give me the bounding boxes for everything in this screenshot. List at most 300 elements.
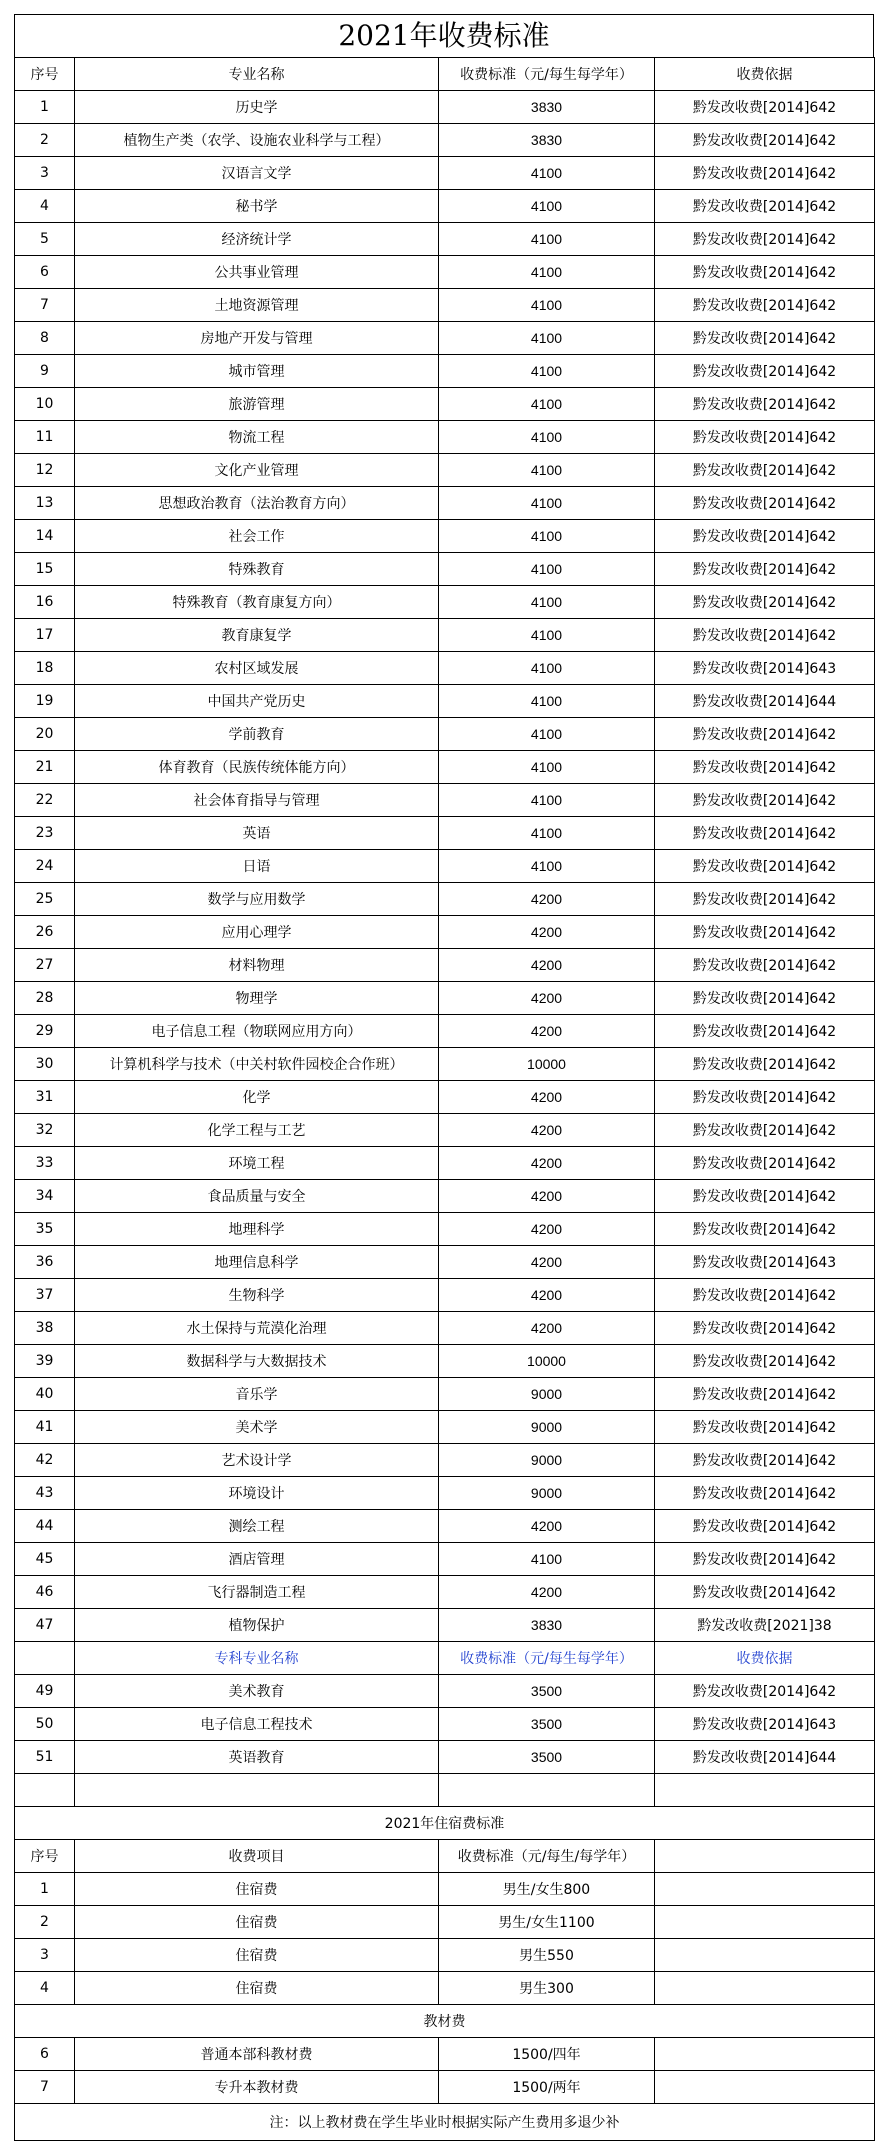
empty-cell (655, 1774, 875, 1807)
row-fee: 4200 (439, 1510, 655, 1543)
row-no: 42 (15, 1444, 75, 1477)
row-no: 4 (15, 190, 75, 223)
row-major-name: 测绘工程 (75, 1510, 439, 1543)
row-no: 27 (15, 949, 75, 982)
row-major-name: 生物科学 (75, 1279, 439, 1312)
row-no: 20 (15, 718, 75, 751)
row-no: 4 (15, 1972, 75, 2005)
table-row (15, 784, 875, 817)
row-basis: 黔发改收费[2014]644 (655, 685, 875, 718)
table-row (15, 91, 875, 124)
row-major-name: 公共事业管理 (75, 256, 439, 289)
row-basis: 黔发改收费[2014]642 (655, 1477, 875, 1510)
row-basis: 黔发改收费[2014]642 (655, 751, 875, 784)
row-fee: 4100 (439, 322, 655, 355)
row-basis: 黔发改收费[2014]642 (655, 916, 875, 949)
row-fee: 4100 (439, 718, 655, 751)
row-basis: 黔发改收费[2014]642 (655, 421, 875, 454)
row-basis: 黔发改收费[2014]642 (655, 1312, 875, 1345)
row-major-name: 地理科学 (75, 1213, 439, 1246)
textbook-section-title: 教材费 (15, 2005, 875, 2038)
row-no: 33 (15, 1147, 75, 1180)
row-fee: 4100 (439, 256, 655, 289)
row-basis: 黔发改收费[2014]644 (655, 1741, 875, 1774)
table-row (15, 553, 875, 586)
table-row (15, 652, 875, 685)
row-basis: 黔发改收费[2014]642 (655, 718, 875, 751)
row-major-name: 材料物理 (75, 949, 439, 982)
table-row (15, 619, 875, 652)
row-major-name: 房地产开发与管理 (75, 322, 439, 355)
row-basis: 黔发改收费[2014]643 (655, 1246, 875, 1279)
row-no: 46 (15, 1576, 75, 1609)
row-major-name: 体育教育（民族传统体能方向） (75, 751, 439, 784)
row-fee: 男生300 (439, 1972, 655, 2005)
row-major-name: 环境工程 (75, 1147, 439, 1180)
row-major-name: 美术学 (75, 1411, 439, 1444)
table-row (15, 1510, 875, 1543)
row-no: 35 (15, 1213, 75, 1246)
row-basis: 黔发改收费[2014]642 (655, 1180, 875, 1213)
row-basis: 黔发改收费[2014]642 (655, 388, 875, 421)
row-fee: 3830 (439, 1609, 655, 1642)
row-no: 21 (15, 751, 75, 784)
row-no: 13 (15, 487, 75, 520)
row-major-name: 水土保持与荒漠化治理 (75, 1312, 439, 1345)
row-fee: 4200 (439, 1576, 655, 1609)
header-row (15, 58, 875, 91)
row-item: 住宿费 (75, 1972, 439, 2005)
row-no: 14 (15, 520, 75, 553)
note-row (15, 2104, 875, 2141)
row-no: 38 (15, 1312, 75, 1345)
table-row (15, 289, 875, 322)
table-row (15, 190, 875, 223)
table-row (15, 388, 875, 421)
table-row (15, 1576, 875, 1609)
row-fee: 4100 (439, 157, 655, 190)
row-basis: 黔发改收费[2014]642 (655, 1576, 875, 1609)
row-fee: 3500 (439, 1708, 655, 1741)
textbook-note: 注：以上教材费在学生毕业时根据实际产生费用多退少补 (15, 2104, 875, 2141)
row-major-name: 化学 (75, 1081, 439, 1114)
fee-table (14, 57, 875, 2141)
table-row (15, 1147, 875, 1180)
textbook-row (15, 2071, 875, 2104)
table-row (15, 586, 875, 619)
table-row (15, 685, 875, 718)
row-fee: 4200 (439, 916, 655, 949)
row-fee: 3500 (439, 1741, 655, 1774)
row-fee: 4100 (439, 817, 655, 850)
vocational-header-fee: 收费标准（元/每生每学年） (439, 1642, 655, 1675)
row-fee: 4200 (439, 1147, 655, 1180)
row-basis: 黔发改收费[2021]38 (655, 1609, 875, 1642)
header-basis: 收费依据 (655, 58, 875, 91)
dorm-header-basis (655, 1840, 875, 1873)
table-row (15, 1444, 875, 1477)
vocational-header-no (15, 1642, 75, 1675)
row-basis: 黔发改收费[2014]642 (655, 1015, 875, 1048)
row-no: 30 (15, 1048, 75, 1081)
row-item: 住宿费 (75, 1939, 439, 1972)
table-row (15, 1180, 875, 1213)
row-item: 住宿费 (75, 1873, 439, 1906)
header-fee: 收费标准（元/每生每学年） (439, 58, 655, 91)
row-major-name: 酒店管理 (75, 1543, 439, 1576)
row-major-name: 食品质量与安全 (75, 1180, 439, 1213)
row-fee: 9000 (439, 1477, 655, 1510)
row-fee: 10000 (439, 1345, 655, 1378)
row-major-name: 特殊教育 (75, 553, 439, 586)
row-no: 2 (15, 1906, 75, 1939)
row-no: 18 (15, 652, 75, 685)
row-no: 40 (15, 1378, 75, 1411)
row-major-name: 数据科学与大数据技术 (75, 1345, 439, 1378)
vocational-header-name: 专科专业名称 (75, 1642, 439, 1675)
table-row (15, 1246, 875, 1279)
dorm-header-item: 收费项目 (75, 1840, 439, 1873)
row-major-name: 历史学 (75, 91, 439, 124)
table-row (15, 1345, 875, 1378)
row-major-name: 计算机科学与技术（中关村软件园校企合作班） (75, 1048, 439, 1081)
row-major-name: 汉语言文学 (75, 157, 439, 190)
row-fee: 4100 (439, 520, 655, 553)
row-no: 39 (15, 1345, 75, 1378)
row-basis (655, 2038, 875, 2071)
empty-row (15, 1774, 875, 1807)
table-row (15, 1609, 875, 1642)
row-fee: 4100 (439, 685, 655, 718)
table-row (15, 751, 875, 784)
vocational-header-basis: 收费依据 (655, 1642, 875, 1675)
header-no: 序号 (15, 58, 75, 91)
row-basis: 黔发改收费[2014]642 (655, 1345, 875, 1378)
row-no: 28 (15, 982, 75, 1015)
row-major-name: 城市管理 (75, 355, 439, 388)
row-basis: 黔发改收费[2014]642 (655, 289, 875, 322)
row-basis: 黔发改收费[2014]642 (655, 553, 875, 586)
table-row (15, 1279, 875, 1312)
row-major-name: 美术教育 (75, 1675, 439, 1708)
table-row (15, 322, 875, 355)
row-basis: 黔发改收费[2014]643 (655, 652, 875, 685)
row-fee: 4100 (439, 289, 655, 322)
row-no: 19 (15, 685, 75, 718)
table-row (15, 1477, 875, 1510)
row-no: 8 (15, 322, 75, 355)
vocational-row (15, 1708, 875, 1741)
vocational-row (15, 1741, 875, 1774)
table-row (15, 1048, 875, 1081)
row-major-name: 电子信息工程技术 (75, 1708, 439, 1741)
row-fee: 4100 (439, 355, 655, 388)
row-fee: 4200 (439, 1114, 655, 1147)
row-fee: 3830 (439, 91, 655, 124)
row-major-name: 植物保护 (75, 1609, 439, 1642)
row-basis: 黔发改收费[2014]642 (655, 322, 875, 355)
row-basis: 黔发改收费[2014]643 (655, 1708, 875, 1741)
row-fee: 4200 (439, 1312, 655, 1345)
row-fee: 9000 (439, 1411, 655, 1444)
row-fee: 4100 (439, 421, 655, 454)
row-no: 9 (15, 355, 75, 388)
row-no: 6 (15, 256, 75, 289)
row-major-name: 地理信息科学 (75, 1246, 439, 1279)
table-row (15, 949, 875, 982)
empty-cell (15, 1774, 75, 1807)
row-fee: 4100 (439, 553, 655, 586)
row-fee: 4100 (439, 223, 655, 256)
row-basis: 黔发改收费[2014]642 (655, 982, 875, 1015)
table-row (15, 883, 875, 916)
row-fee: 4100 (439, 487, 655, 520)
row-basis: 黔发改收费[2014]642 (655, 1675, 875, 1708)
row-no: 7 (15, 289, 75, 322)
table-row (15, 487, 875, 520)
row-basis: 黔发改收费[2014]642 (655, 1444, 875, 1477)
row-no: 12 (15, 454, 75, 487)
row-basis: 黔发改收费[2014]642 (655, 1114, 875, 1147)
row-basis: 黔发改收费[2014]642 (655, 1213, 875, 1246)
vocational-row (15, 1675, 875, 1708)
row-no: 16 (15, 586, 75, 619)
table-row (15, 1378, 875, 1411)
dorm-row (15, 1939, 875, 1972)
row-no: 47 (15, 1609, 75, 1642)
row-major-name: 电子信息工程（物联网应用方向） (75, 1015, 439, 1048)
row-basis: 黔发改收费[2014]642 (655, 1147, 875, 1180)
row-fee: 男生/女生800 (439, 1873, 655, 1906)
row-major-name: 农村区域发展 (75, 652, 439, 685)
row-major-name: 经济统计学 (75, 223, 439, 256)
row-no: 23 (15, 817, 75, 850)
row-major-name: 应用心理学 (75, 916, 439, 949)
row-major-name: 英语 (75, 817, 439, 850)
row-no: 49 (15, 1675, 75, 1708)
row-basis (655, 2071, 875, 2104)
row-major-name: 环境设计 (75, 1477, 439, 1510)
row-major-name: 物流工程 (75, 421, 439, 454)
table-row (15, 1312, 875, 1345)
row-basis (655, 1906, 875, 1939)
dorm-row (15, 1972, 875, 2005)
row-fee: 4200 (439, 1246, 655, 1279)
dorm-title-row (15, 1807, 875, 1840)
table-row (15, 454, 875, 487)
row-basis: 黔发改收费[2014]642 (655, 883, 875, 916)
row-no: 10 (15, 388, 75, 421)
row-major-name: 秘书学 (75, 190, 439, 223)
row-major-name: 社会工作 (75, 520, 439, 553)
row-fee: 1500/四年 (439, 2038, 655, 2071)
row-fee: 4100 (439, 652, 655, 685)
row-no: 5 (15, 223, 75, 256)
row-no: 1 (15, 91, 75, 124)
row-fee: 9000 (439, 1378, 655, 1411)
row-fee: 4100 (439, 784, 655, 817)
row-major-name: 植物生产类（农学、设施农业科学与工程） (75, 124, 439, 157)
row-no: 17 (15, 619, 75, 652)
row-basis (655, 1873, 875, 1906)
row-no: 45 (15, 1543, 75, 1576)
row-no: 6 (15, 2038, 75, 2071)
row-no: 26 (15, 916, 75, 949)
row-major-name: 文化产业管理 (75, 454, 439, 487)
header-name: 专业名称 (75, 58, 439, 91)
row-basis: 黔发改收费[2014]642 (655, 850, 875, 883)
row-major-name: 英语教育 (75, 1741, 439, 1774)
row-no: 11 (15, 421, 75, 454)
textbook-row (15, 2038, 875, 2071)
row-no: 25 (15, 883, 75, 916)
row-basis: 黔发改收费[2014]642 (655, 1048, 875, 1081)
row-basis: 黔发改收费[2014]642 (655, 619, 875, 652)
row-no: 36 (15, 1246, 75, 1279)
row-major-name: 社会体育指导与管理 (75, 784, 439, 817)
row-no: 3 (15, 1939, 75, 1972)
row-no: 37 (15, 1279, 75, 1312)
row-fee: 4200 (439, 1213, 655, 1246)
row-major-name: 化学工程与工艺 (75, 1114, 439, 1147)
dorm-header-fee: 收费标准（元/每生/每学年） (439, 1840, 655, 1873)
row-major-name: 艺术设计学 (75, 1444, 439, 1477)
fee-sheet (14, 14, 874, 2141)
row-item: 专升本教材费 (75, 2071, 439, 2104)
row-basis: 黔发改收费[2014]642 (655, 487, 875, 520)
row-basis: 黔发改收费[2014]642 (655, 355, 875, 388)
table-row (15, 157, 875, 190)
table-row (15, 850, 875, 883)
row-no: 15 (15, 553, 75, 586)
row-no: 43 (15, 1477, 75, 1510)
row-major-name: 思想政治教育（法治教育方向） (75, 487, 439, 520)
row-basis: 黔发改收费[2014]642 (655, 124, 875, 157)
table-row (15, 982, 875, 1015)
row-basis (655, 1972, 875, 2005)
table-row (15, 1543, 875, 1576)
sheet-title: 2021年收费标准 (14, 14, 874, 57)
row-fee: 4200 (439, 883, 655, 916)
empty-cell (439, 1774, 655, 1807)
row-fee: 4100 (439, 751, 655, 784)
row-basis: 黔发改收费[2014]642 (655, 1378, 875, 1411)
row-no: 31 (15, 1081, 75, 1114)
table-row (15, 817, 875, 850)
table-row (15, 916, 875, 949)
table-row (15, 520, 875, 553)
row-basis: 黔发改收费[2014]642 (655, 784, 875, 817)
table-row (15, 124, 875, 157)
table-row (15, 223, 875, 256)
row-basis: 黔发改收费[2014]642 (655, 586, 875, 619)
row-basis: 黔发改收费[2014]642 (655, 1081, 875, 1114)
row-fee: 4100 (439, 1543, 655, 1576)
row-fee: 男生/女生1100 (439, 1906, 655, 1939)
dorm-section-title: 2021年住宿费标准 (15, 1807, 875, 1840)
dorm-row (15, 1873, 875, 1906)
row-no: 50 (15, 1708, 75, 1741)
row-major-name: 土地资源管理 (75, 289, 439, 322)
row-major-name: 教育康复学 (75, 619, 439, 652)
row-fee: 4100 (439, 190, 655, 223)
row-major-name: 特殊教育（教育康复方向） (75, 586, 439, 619)
row-major-name: 物理学 (75, 982, 439, 1015)
row-fee: 4100 (439, 454, 655, 487)
row-fee: 4100 (439, 586, 655, 619)
row-basis: 黔发改收费[2014]642 (655, 949, 875, 982)
row-no: 44 (15, 1510, 75, 1543)
row-fee: 9000 (439, 1444, 655, 1477)
row-major-name: 日语 (75, 850, 439, 883)
row-no: 7 (15, 2071, 75, 2104)
row-fee: 4100 (439, 388, 655, 421)
row-fee: 男生550 (439, 1939, 655, 1972)
row-no: 29 (15, 1015, 75, 1048)
table-row (15, 1015, 875, 1048)
row-fee: 4200 (439, 982, 655, 1015)
row-major-name: 中国共产党历史 (75, 685, 439, 718)
row-no: 22 (15, 784, 75, 817)
empty-cell (75, 1774, 439, 1807)
row-fee: 3500 (439, 1675, 655, 1708)
row-no: 41 (15, 1411, 75, 1444)
row-no: 24 (15, 850, 75, 883)
dorm-header-no: 序号 (15, 1840, 75, 1873)
row-basis: 黔发改收费[2014]642 (655, 91, 875, 124)
row-fee: 4200 (439, 949, 655, 982)
row-fee: 10000 (439, 1048, 655, 1081)
row-basis: 黔发改收费[2014]642 (655, 1411, 875, 1444)
row-no: 3 (15, 157, 75, 190)
row-no: 34 (15, 1180, 75, 1213)
row-no: 1 (15, 1873, 75, 1906)
row-item: 住宿费 (75, 1906, 439, 1939)
table-row (15, 1081, 875, 1114)
row-fee: 4100 (439, 619, 655, 652)
row-fee: 4200 (439, 1180, 655, 1213)
row-fee: 3830 (439, 124, 655, 157)
row-major-name: 数学与应用数学 (75, 883, 439, 916)
row-basis (655, 1939, 875, 1972)
row-basis: 黔发改收费[2014]642 (655, 454, 875, 487)
table-row (15, 718, 875, 751)
table-row (15, 421, 875, 454)
row-major-name: 音乐学 (75, 1378, 439, 1411)
row-basis: 黔发改收费[2014]642 (655, 1279, 875, 1312)
row-basis: 黔发改收费[2014]642 (655, 1510, 875, 1543)
table-row (15, 1213, 875, 1246)
row-fee: 4200 (439, 1015, 655, 1048)
textbook-title-row (15, 2005, 875, 2038)
table-row (15, 256, 875, 289)
row-major-name: 飞行器制造工程 (75, 1576, 439, 1609)
dorm-row (15, 1906, 875, 1939)
dorm-header-row (15, 1840, 875, 1873)
row-basis: 黔发改收费[2014]642 (655, 157, 875, 190)
row-fee: 4100 (439, 850, 655, 883)
table-row (15, 1411, 875, 1444)
row-basis: 黔发改收费[2014]642 (655, 1543, 875, 1576)
row-basis: 黔发改收费[2014]642 (655, 256, 875, 289)
row-basis: 黔发改收费[2014]642 (655, 190, 875, 223)
row-fee: 1500/两年 (439, 2071, 655, 2104)
row-basis: 黔发改收费[2014]642 (655, 817, 875, 850)
row-basis: 黔发改收费[2014]642 (655, 520, 875, 553)
row-major-name: 学前教育 (75, 718, 439, 751)
row-fee: 4200 (439, 1081, 655, 1114)
row-fee: 4200 (439, 1279, 655, 1312)
